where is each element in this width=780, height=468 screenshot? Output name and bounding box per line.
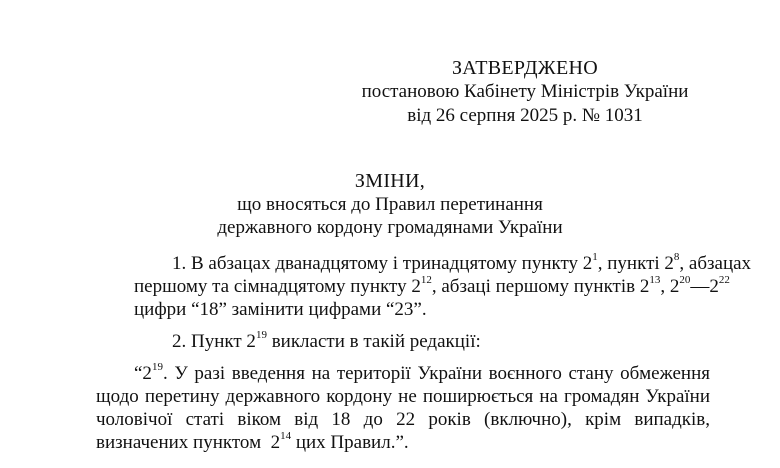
approval-stamp <box>355 56 695 128</box>
item-1-text: —2 <box>690 276 719 297</box>
amendment-item-2 <box>96 330 710 353</box>
approval-title: ЗАТВЕРДЖЕНО <box>451 57 599 79</box>
item-1-superscript: 22 <box>718 273 730 286</box>
quote-text: “2 <box>134 363 152 384</box>
quote-line-3: чоловічої статі віком від 18 до 22 років (включно), крім випадків, <box>96 409 710 430</box>
quote-superscript: 19 <box>151 360 163 373</box>
item-2-line-1 <box>96 330 710 353</box>
quote-text: . У разі введення на території України воєнного стану обмеження <box>162 363 710 384</box>
item-1-superscript: 1 <box>592 250 598 263</box>
quote-text: цих Правил.”. <box>291 432 409 453</box>
item-1-superscript: 8 <box>673 250 680 263</box>
document-subtitle-line2: державного кордону громадянами України <box>217 217 563 238</box>
quote-text: визначених пунктом 2 <box>96 432 281 453</box>
item-1-superscript: 13 <box>649 273 661 286</box>
document-heading <box>160 170 620 239</box>
item-1-text: , абзацах <box>679 253 752 274</box>
item-1-text: , 2 <box>660 276 680 297</box>
item-2-text: викласти в такій редакції: <box>266 331 481 352</box>
quote-superscript: 14 <box>280 429 292 442</box>
item-2-superscript: 19 <box>255 328 267 341</box>
approval-date-number: від 26 серпня 2025 р. № 1031 <box>407 105 643 126</box>
document-subtitle-line1: що вносяться до Правил перетинання <box>237 194 543 215</box>
item-1-superscript: 20 <box>679 273 691 286</box>
item-1-text: , абзаці першому пунктів 2 <box>431 276 650 297</box>
amendment-item-1 <box>96 250 752 321</box>
item-1-text: 1. В абзацах дванадцятому і тринадцятому пункту 2 <box>172 253 593 274</box>
item-1-line-3: цифри “18” замінити цифрами “23”. <box>134 299 427 320</box>
item-1-line-1 <box>96 250 752 275</box>
amended-text-quote <box>96 362 710 454</box>
item-1-text: першому та сімнадцятому пункту 2 <box>134 276 421 297</box>
item-1-text: , пункті 2 <box>597 253 674 274</box>
approval-issuer: постановою Кабінету Міністрів України <box>361 81 689 102</box>
document-title: ЗМІНИ, <box>354 170 426 192</box>
item-1-superscript: 12 <box>420 273 432 286</box>
item-1-line-2 <box>96 273 730 298</box>
quote-line-4 <box>96 431 710 454</box>
quote-line-1 <box>96 362 710 385</box>
document-body <box>96 250 752 463</box>
quote-line-2: щодо перетину державного кордону не поширюється на громадян України <box>96 386 710 407</box>
item-2-text: 2. Пункт 2 <box>172 331 256 352</box>
